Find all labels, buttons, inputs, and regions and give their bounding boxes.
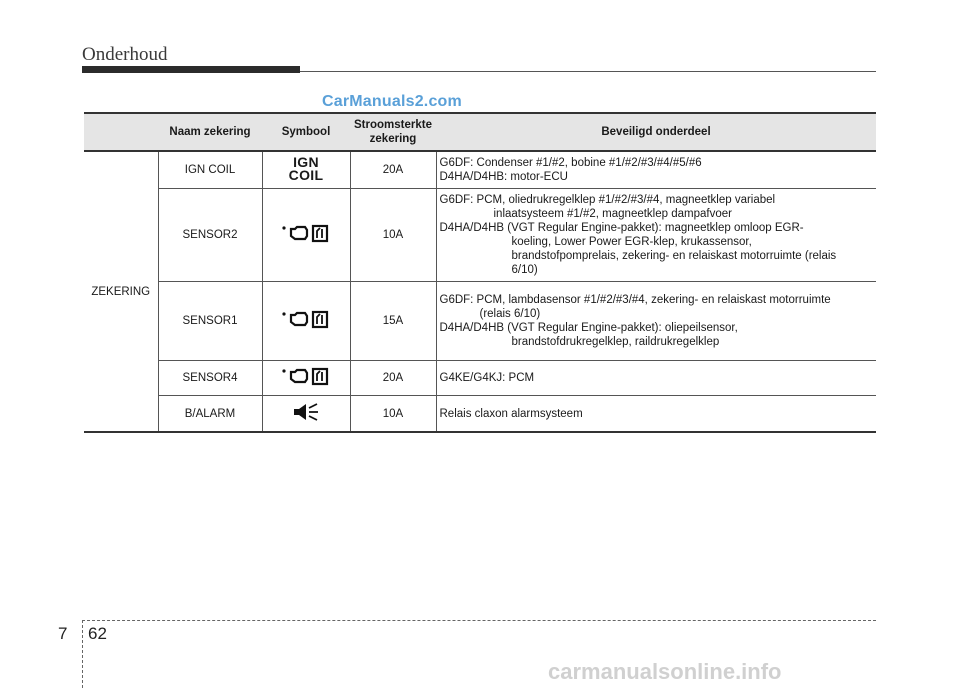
watermark-bottom: carmanualsonline.info xyxy=(548,659,782,684)
ign-coil-symbol: IGN COIL xyxy=(288,154,324,183)
fuse-part: G6DF: PCM, oliedrukregelklep #1/#2/#3/#4, magneetklep variabel inlaatsysteem #1/#2, magneetklep dampafvoer D4HA/D4HB (VGT Regular Engine-pakket): magneetklep omloop EGR- koeling, Lower Power EGR-klep, krukassensor, brandstofpomprelais, zekering- en relaiskast motorruimte (relais 6/10) xyxy=(436,189,876,282)
table-row xyxy=(84,282,876,361)
fuse-rating: 20A xyxy=(350,361,436,396)
watermark-top: CarManuals2.com xyxy=(322,93,462,110)
fuse-symbol xyxy=(262,151,350,189)
engine-sensor-icon xyxy=(281,223,331,243)
fuse-name: B/ALARM xyxy=(158,396,262,433)
title-bar xyxy=(82,66,300,73)
fuse-rating: 10A xyxy=(350,189,436,282)
fuse-name: SENSOR1 xyxy=(158,282,262,361)
fuse-rating: 10A xyxy=(350,396,436,433)
fuse-part: Relais claxon alarmsysteem xyxy=(436,396,876,433)
fuse-symbol xyxy=(262,396,350,433)
table-header-row xyxy=(84,113,876,151)
page-number: 62 xyxy=(88,624,107,643)
header-rating-line1: Stroomsterkte xyxy=(354,119,432,131)
footer-divider xyxy=(82,620,83,688)
table-row xyxy=(84,396,876,433)
chapter-number: 7 xyxy=(58,624,68,643)
engine-sensor-icon xyxy=(281,309,331,329)
table-row xyxy=(84,189,876,282)
header-name: Naam zekering xyxy=(158,113,262,151)
section-title: Onderhoud xyxy=(82,44,168,65)
fuse-table xyxy=(84,112,876,433)
fuse-symbol xyxy=(262,282,350,361)
header-part: Beveiligd onderdeel xyxy=(436,113,876,151)
header-rating-line2: zekering xyxy=(369,133,417,145)
fuse-rating: 15A xyxy=(350,282,436,361)
header-rating xyxy=(350,113,436,151)
fuse-symbol xyxy=(262,361,350,396)
category-cell: ZEKERING xyxy=(84,151,158,432)
fuse-name: SENSOR4 xyxy=(158,361,262,396)
fuse-name: SENSOR2 xyxy=(158,189,262,282)
footer-rule xyxy=(82,620,876,621)
fuse-part: G6DF: Condenser #1/#2, bobine #1/#2/#3/#4/#5/#6 D4HA/D4HB: motor-ECU xyxy=(436,151,876,189)
fuse-part: G6DF: PCM, lambdasensor #1/#2/#3/#4, zekering- en relaiskast motorruimte (relais 6/10) D4HA/D4HB (VGT Regular Engine-pakket): oliepeilsensor, brandstofdrukregelklep, raildrukregelklep xyxy=(436,282,876,361)
header-category xyxy=(84,113,158,151)
header-symbol: Symbool xyxy=(262,113,350,151)
fuse-rating: 20A xyxy=(350,151,436,189)
horn-alarm-icon xyxy=(291,401,321,423)
fuse-part: G4KE/G4KJ: PCM xyxy=(436,361,876,396)
table-row xyxy=(84,361,876,396)
fuse-name: IGN COIL xyxy=(158,151,262,189)
fuse-symbol xyxy=(262,189,350,282)
title-rule xyxy=(300,71,876,72)
table-row xyxy=(84,151,876,189)
engine-sensor-icon xyxy=(281,366,331,386)
